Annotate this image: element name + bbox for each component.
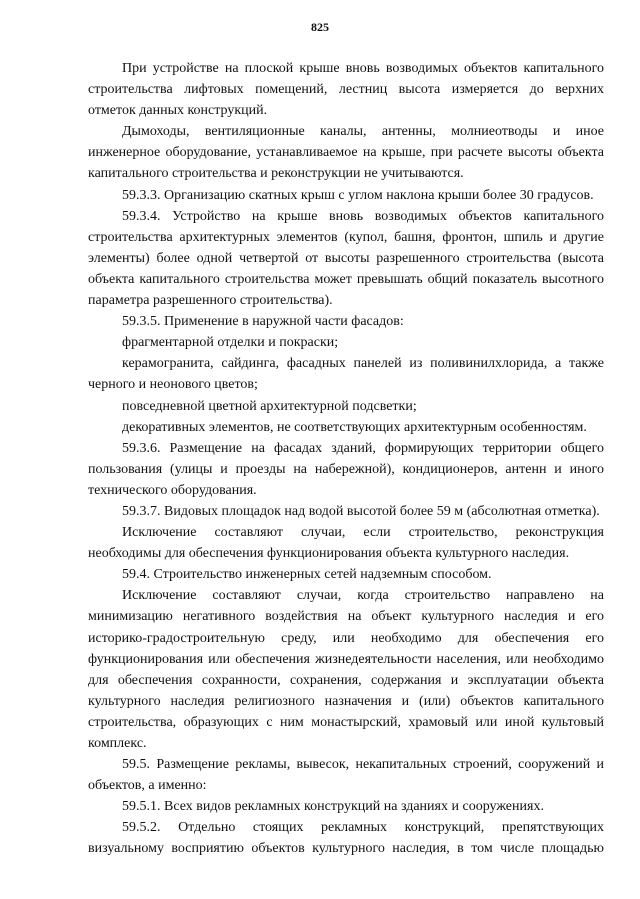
text-line: черного и неонового цветов; xyxy=(88,377,258,393)
text-line: визуальному восприятию объектов культурного наследия, в том числе площадью xyxy=(88,841,604,857)
text-line: строительства, образующих с ним монастырский, храмовый или иной культовый xyxy=(88,714,604,730)
paragraph xyxy=(88,58,604,121)
text-line: технического оборудования. xyxy=(88,482,257,498)
text-line: историко-градостроительную среду, или необходимо для обеспечения его xyxy=(88,630,604,646)
text-line: отметок данных конструкций. xyxy=(88,103,268,119)
text-line: функционирования или обеспечения жизнедеятельности населения, или необходимо xyxy=(88,651,604,667)
text-line: Дымоходы, вентиляционные каналы, антенны, молниеотводы и иное xyxy=(122,124,604,140)
paragraph xyxy=(88,564,604,585)
text-line: керамогранита, сайдинга, фасадных панелей из поливинилхлорида, а также xyxy=(122,356,604,372)
paragraph xyxy=(88,522,604,564)
text-line: комплекс. xyxy=(88,736,147,751)
text-line: 59.3.6. Размещение на фасадах зданий, формирующих территории общего xyxy=(122,440,604,456)
text-line: минимизацию негативного воздействия на объект культурного наследия и его xyxy=(88,609,604,625)
text-line: объектов, а именно: xyxy=(88,778,207,794)
paragraph xyxy=(88,311,604,332)
text-line: Исключение составляют случаи, если строительство, реконструкция xyxy=(122,525,604,541)
text-line: 59.3.7. Видовых площадок над водой высотой более 59 м (абсолютная отметка). xyxy=(122,503,600,519)
text-line: декоративных элементов, не соответствующих архитектурным особенностям. xyxy=(122,419,587,435)
text-line: инженерное оборудование, устанавливаемое на крыше, при расчете высоты объекта xyxy=(88,145,604,161)
text-line: строительства лифтовых помещений, лестниц высота измеряется до верхних xyxy=(88,82,604,98)
paragraph xyxy=(88,332,604,353)
paragraph xyxy=(88,585,604,754)
text-line: фрагментарной отделки и покраски; xyxy=(122,335,339,351)
text-line: 59.5.1. Всех видов рекламных конструкций на зданиях и сооружениях. xyxy=(122,799,544,815)
paragraph xyxy=(88,353,604,395)
paragraph xyxy=(88,796,604,817)
paragraph xyxy=(88,417,604,438)
paragraph xyxy=(88,396,604,417)
text-line: элементы) более одной четвертой от высоты разрешенного строительства (высота xyxy=(88,250,604,266)
text-line: 59.3.3. Организацию скатных крыш с углом наклона крыши более 30 градусов. xyxy=(122,187,594,203)
text-line: 59.5.2. Отдельно стоящих рекламных конструкций, препятствующих xyxy=(122,820,604,836)
paragraph xyxy=(88,501,604,522)
text-line: необходимы для обеспечения функционирования объекта культурного наследия. xyxy=(88,546,570,562)
text-line: строительства архитектурных элементов (купол, башня, фронтон, шпиль и другие xyxy=(88,229,604,245)
text-line: 59.4. Строительство инженерных сетей надземным способом. xyxy=(122,567,492,583)
text-line: повседневной цветной архитектурной подсветки; xyxy=(122,398,417,414)
paragraph xyxy=(88,817,604,859)
paragraph xyxy=(88,185,604,206)
page-number: 825 xyxy=(311,20,329,34)
paragraph xyxy=(88,206,604,311)
text-line: параметра разрешенного строительства). xyxy=(88,293,333,309)
text-line: При устройстве на плоской крыше вновь возводимых объектов капитального xyxy=(122,61,604,76)
paragraph xyxy=(88,754,604,796)
text-line: капитального строительства и реконструкции не учитываются. xyxy=(88,166,464,182)
text-line: 59.5. Размещение рекламы, вывесок, некапитальных строений, сооружений и xyxy=(122,757,604,773)
text-line: объекта капитального строительства может превышать общий показатель высотного xyxy=(88,271,604,287)
text-line: культурного наследия религиозного назначения и (или) объектов капитального xyxy=(88,693,604,709)
document-body xyxy=(88,58,604,860)
paragraph xyxy=(88,438,604,501)
text-line: 59.3.5. Применение в наружной части фасадов: xyxy=(122,314,404,330)
text-line: для обеспечения сохранности, сохранения, содержания и эксплуатации объекта xyxy=(88,672,604,688)
text-line: Исключение составляют случаи, когда строительство направлено на xyxy=(122,588,604,604)
text-line: 59.3.4. Устройство на крыше вновь возводимых объектов капитального xyxy=(122,208,604,224)
paragraph xyxy=(88,121,604,184)
text-line: пользования (улицы и проезды на набережной), кондиционеров, антенн и иного xyxy=(88,461,604,477)
